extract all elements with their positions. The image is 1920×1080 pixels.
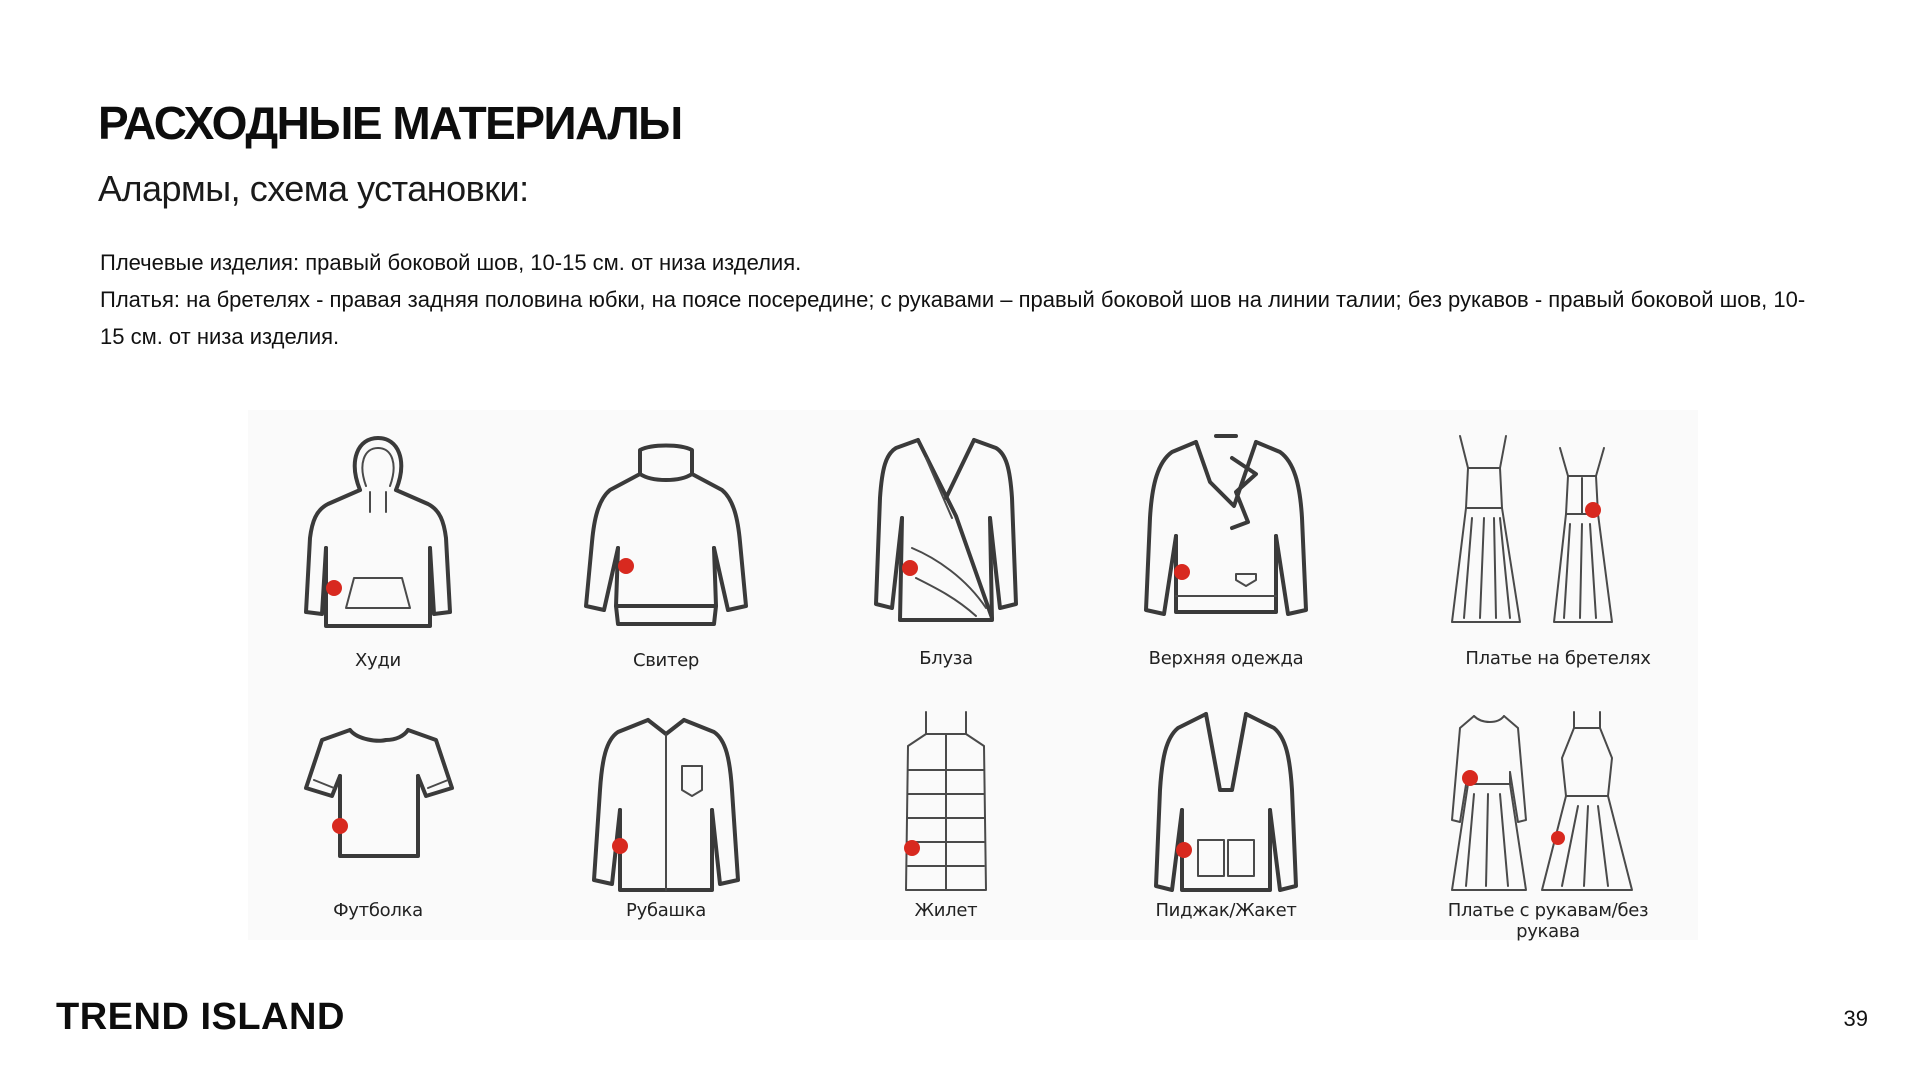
alarm-marker bbox=[332, 818, 348, 834]
alarm-marker bbox=[902, 560, 918, 576]
sleeve-dress-icon bbox=[1438, 710, 1638, 910]
instruction-dresses: Платья: на бретелях - правая задняя половина юбки, на поясе посередине; с рукавами – правый боковой шов на линии талии; без рукавов - правый боковой шов, 10-15 см. от низа изделия. bbox=[100, 287, 1806, 349]
garment-shirt bbox=[536, 710, 796, 960]
alarm-marker bbox=[612, 838, 628, 854]
alarm-marker bbox=[904, 840, 920, 856]
garment-label: Жилет bbox=[914, 900, 978, 921]
garment-sleeve-dress bbox=[1408, 710, 1668, 960]
alarm-marker bbox=[1551, 831, 1565, 845]
alarm-marker bbox=[1174, 564, 1190, 580]
page-subtitle: Алармы, схема установки: bbox=[98, 168, 529, 209]
garment-label: Футболка bbox=[333, 900, 423, 921]
sweater-icon bbox=[576, 430, 756, 630]
garment-label: Блуза bbox=[919, 648, 973, 669]
garment-blouse bbox=[816, 428, 1076, 678]
tshirt-icon bbox=[288, 710, 468, 910]
jacket-icon bbox=[1136, 710, 1316, 910]
brand-logo: TREND ISLAND bbox=[56, 996, 345, 1038]
garment-tshirt bbox=[248, 710, 508, 960]
page-number: 39 bbox=[1843, 1006, 1868, 1031]
alarm-marker bbox=[326, 580, 342, 596]
garment-label: Верхняя одежда bbox=[1148, 648, 1304, 669]
garment-jacket bbox=[1096, 710, 1356, 960]
instruction-shoulder-items: Плечевые изделия: правый боковой шов, 10-15 см. от низа изделия. bbox=[100, 250, 802, 275]
hoodie-icon bbox=[288, 430, 468, 630]
garment-label: Пиджак/Жакет bbox=[1155, 900, 1297, 921]
blouse-icon bbox=[856, 428, 1036, 628]
vest-icon bbox=[856, 710, 1036, 910]
garment-label: Худи bbox=[355, 650, 401, 671]
outerwear-icon bbox=[1136, 428, 1316, 628]
alarm-placement-diagram bbox=[248, 410, 1698, 940]
shirt-icon bbox=[576, 710, 756, 910]
alarm-marker bbox=[618, 558, 634, 574]
garment-sweater bbox=[536, 430, 796, 680]
garment-label: Платье на бретелях bbox=[1465, 648, 1651, 669]
alarm-marker bbox=[1462, 770, 1478, 786]
alarm-marker bbox=[1176, 842, 1192, 858]
garment-strap-dress bbox=[1408, 428, 1668, 678]
garment-hoodie bbox=[248, 430, 508, 680]
garment-outerwear bbox=[1096, 428, 1356, 678]
alarm-marker bbox=[1585, 502, 1601, 518]
garment-label: Платье с рукавам/без рукава bbox=[1447, 900, 1649, 942]
garment-vest bbox=[816, 710, 1076, 960]
page-title: РАСХОДНЫЕ МАТЕРИАЛЫ bbox=[98, 97, 682, 149]
garment-label: Свитер bbox=[632, 650, 700, 671]
instructions-text bbox=[100, 244, 1820, 355]
garment-label: Рубашка bbox=[626, 900, 706, 921]
strap-dress-icon bbox=[1438, 428, 1638, 628]
